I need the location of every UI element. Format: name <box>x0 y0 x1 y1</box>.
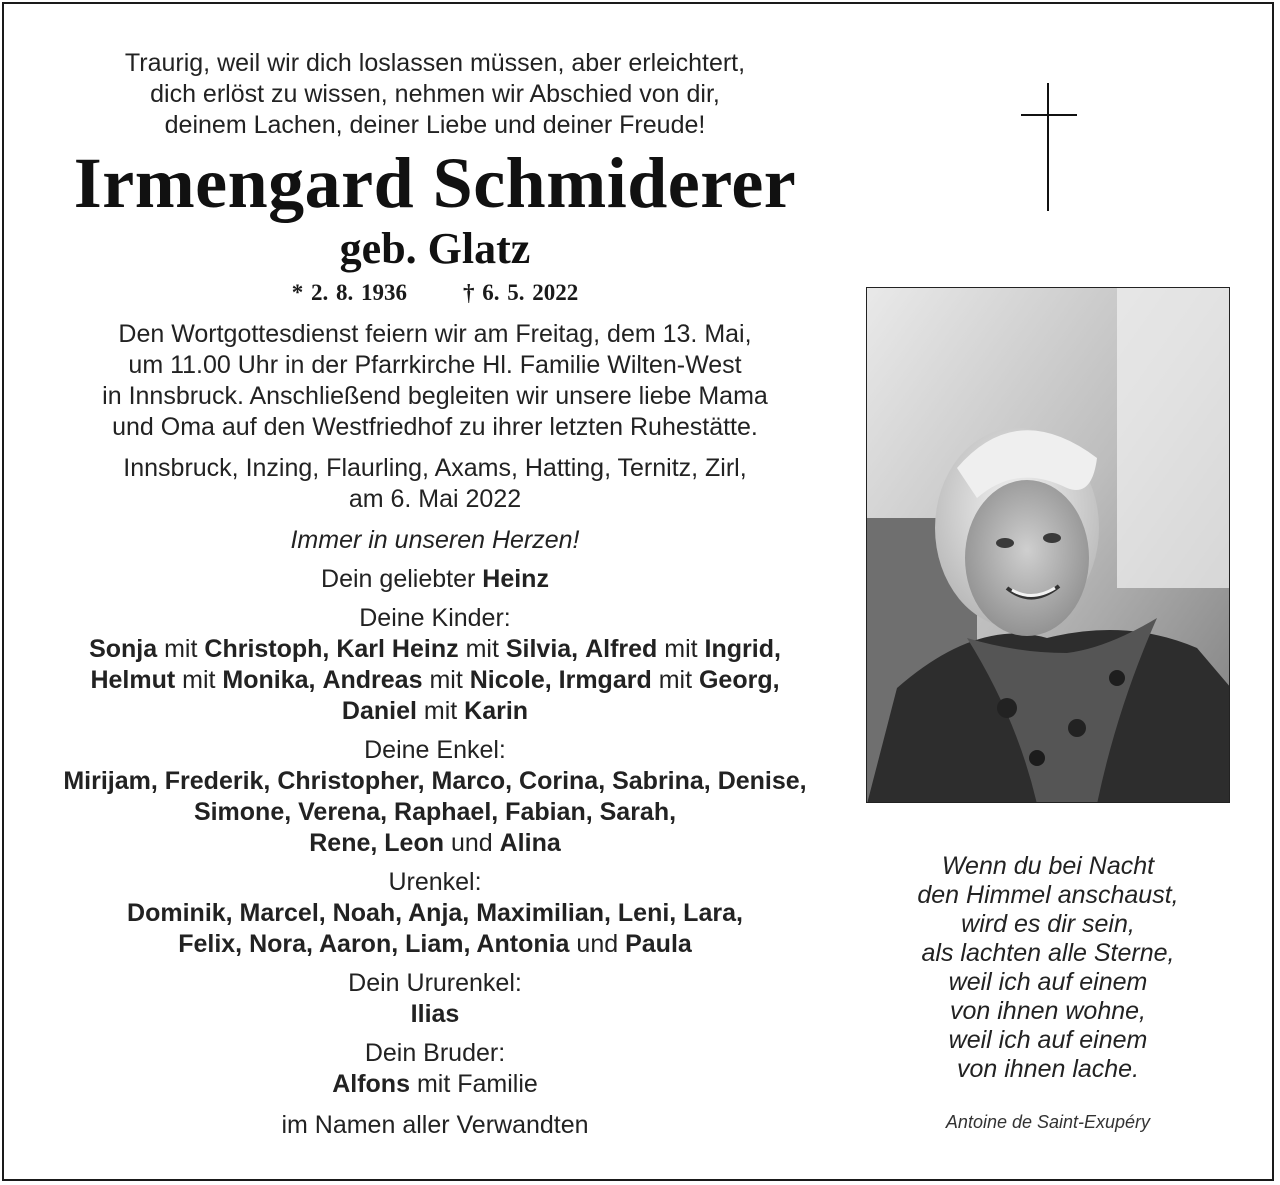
grandchild-names: Rene, Leon <box>309 829 444 857</box>
brother-name: Alfons <box>332 1070 410 1098</box>
children-line <box>40 634 830 665</box>
closing-line: im Namen aller Verwandten <box>281 1111 589 1139</box>
children-line <box>40 696 830 727</box>
motto: Immer in unseren Herzen! <box>290 526 580 554</box>
maiden-name: geb. Glatz <box>339 224 531 273</box>
grandchildren-section <box>40 735 830 859</box>
poem-line: den Himmel anschaust, <box>917 881 1179 909</box>
child-name: Irmgard <box>558 666 652 694</box>
husband-prefix: Dein geliebter <box>321 565 476 593</box>
partner-name: Ingrid, <box>704 635 781 663</box>
poem-line: Wenn du bei Nacht <box>941 852 1155 880</box>
poem-line: als lachten alle Sterne, <box>921 939 1175 967</box>
connector: mit <box>658 666 693 694</box>
portrait-photo-illustration <box>867 288 1230 803</box>
connector: und <box>450 829 493 857</box>
connector: mit <box>164 635 198 663</box>
connector: mit <box>465 635 499 663</box>
connector: mit <box>423 697 458 725</box>
death-date: † 6. 5. 2022 <box>463 280 579 305</box>
brother-line <box>40 1069 830 1100</box>
connector: mit <box>182 666 216 694</box>
intro-line: Traurig, weil wir dich loslassen müssen, aber erleichtert, <box>124 49 746 77</box>
poem <box>880 852 1216 1084</box>
child-name: Sonja <box>89 635 158 663</box>
great-grandchild-name: Paula <box>625 930 692 958</box>
partner-name: Nicole, <box>469 666 552 694</box>
husband-name: Heinz <box>482 565 549 593</box>
service-info <box>40 319 830 443</box>
birth-date: * 2. 8. 1936 <box>291 280 407 305</box>
partner-name: Monika, <box>222 666 316 694</box>
service-line: Den Wortgottesdienst feiern wir am Freitag, dem 13. Mai, <box>118 320 752 348</box>
intro-line: deinem Lachen, deiner Liebe und deiner Freude! <box>164 111 706 139</box>
great-grandchildren-line <box>40 929 830 960</box>
deceased-name: Irmengard Schmiderer <box>73 143 797 223</box>
brother-heading: Dein Bruder: <box>364 1039 506 1067</box>
child-name: Karl Heinz <box>336 635 459 663</box>
poem-line: weil ich auf einem <box>948 1026 1148 1054</box>
grandchildren-heading: Deine Enkel: <box>364 736 506 764</box>
place-date <box>40 453 830 515</box>
poem-line: von ihnen lache. <box>956 1055 1140 1083</box>
portrait-photo <box>866 287 1230 803</box>
service-line: um 11.00 Uhr in der Pfarrkirche Hl. Familie Wilten-West <box>128 351 742 379</box>
partner-name: Christoph, <box>204 635 330 663</box>
service-line: und Oma auf den Westfriedhof zu ihrer letzten Ruhestätte. <box>112 413 758 441</box>
great-grandchild-names: Felix, Nora, Aaron, Liam, Antonia <box>178 930 570 958</box>
grandchildren-line: Simone, Verena, Raphael, Fabian, Sarah, <box>193 798 677 826</box>
poem-author: Antoine de Saint-Exupéry <box>945 1112 1151 1132</box>
grandchild-name: Alina <box>499 829 561 857</box>
great-grandchildren-section <box>40 867 830 960</box>
partner-name: Karin <box>464 697 529 725</box>
service-line: in Innsbruck. Anschließend begleiten wir unsere liebe Mama <box>102 382 768 410</box>
cross-icon <box>1021 83 1077 211</box>
great-grandchildren-line: Dominik, Marcel, Noah, Anja, Maximilian, Leni, Lara, <box>127 899 743 927</box>
children-line <box>40 665 830 696</box>
life-dates <box>40 275 830 311</box>
children-section <box>40 603 830 727</box>
partner-name: Georg, <box>698 666 780 694</box>
great-grandchildren-heading: Urenkel: <box>388 868 482 896</box>
brother-suffix: mit Familie <box>416 1070 538 1098</box>
child-name: Alfred <box>585 635 658 663</box>
poem-line: wird es dir sein, <box>961 910 1135 938</box>
child-name: Andreas <box>322 666 423 694</box>
date-line: am 6. Mai 2022 <box>348 485 522 513</box>
child-name: Helmut <box>90 666 176 694</box>
grandchildren-line: Mirijam, Frederik, Christopher, Marco, Corina, Sabrina, Denise, <box>63 767 807 795</box>
intro-verse <box>40 48 830 141</box>
grandchildren-line <box>40 828 830 859</box>
intro-line: dich erlöst zu wissen, nehmen wir Abschied von dir, <box>150 80 720 108</box>
poem-line: von ihnen wohne, <box>950 997 1146 1025</box>
connector: mit <box>429 666 463 694</box>
great-great-grandchild-section <box>40 968 830 1030</box>
poem-line: weil ich auf einem <box>948 968 1148 996</box>
brother-section <box>40 1038 830 1100</box>
partner-name: Silvia, <box>505 635 579 663</box>
child-name: Daniel <box>341 697 417 725</box>
connector: und <box>576 930 619 958</box>
children-heading: Deine Kinder: <box>359 604 511 632</box>
great-great-grandchild-heading: Dein Ururenkel: <box>348 969 522 997</box>
great-great-grandchild-name: Ilias <box>410 1000 460 1028</box>
connector: mit <box>664 635 698 663</box>
places-line: Innsbruck, Inzing, Flaurling, Axams, Hatting, Ternitz, Zirl, <box>123 454 747 482</box>
husband-line <box>40 564 830 595</box>
obituary-text-column <box>40 48 830 1141</box>
